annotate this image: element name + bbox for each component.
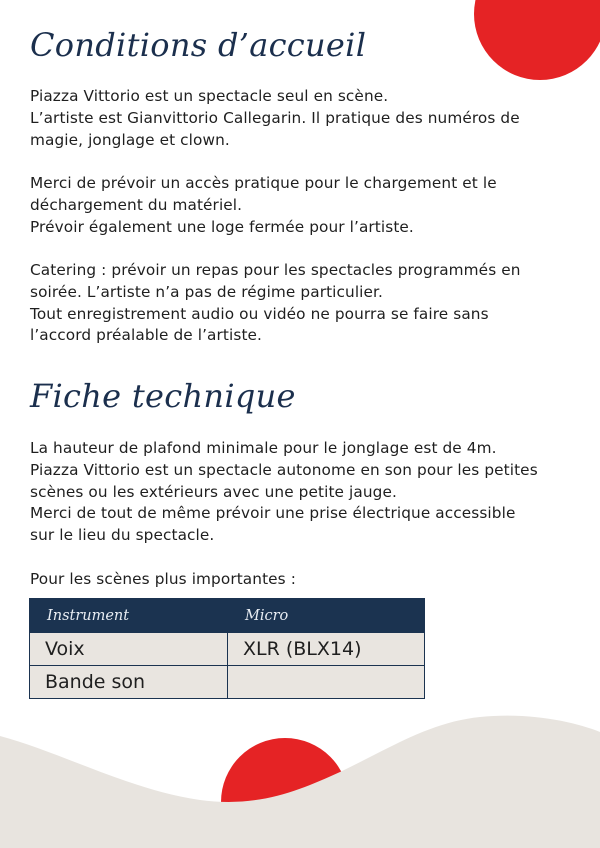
text-line: L’artiste est Gianvittorio Callegarin. Il pratique des numéros de [30,108,520,127]
paragraph-logistics [30,173,557,238]
text-line: Pour les scènes plus importantes : [30,570,296,588]
table-row [30,633,425,666]
header-instrument: Instrument [30,599,228,633]
section-title-technical: Fiche technique [30,377,296,415]
text-line: magie, jonglage et clown. [30,130,230,149]
text-line: Piazza Vittorio est un spectacle autonome en son pour les petites [30,460,538,479]
red-circle-top-right [474,0,600,80]
table-row [30,666,425,699]
table-cell: Bande son [30,666,228,699]
text-line: Merci de prévoir un accès pratique pour le chargement et le [30,174,497,192]
text-line: soirée. L’artiste n’a pas de régime particulier. [30,282,383,301]
text-line: Merci de tout de même prévoir une prise électrique accessible [30,504,516,523]
header-micro: Micro [228,599,425,633]
text-line: l’accord préalable de l’artiste. [30,326,263,345]
text-line: scènes ou les extérieurs avec une petite jauge. [30,482,397,501]
text-line: Tout enregistrement audio ou vidéo ne pourra se faire sans [30,304,489,323]
table-cell: Voix [30,633,228,666]
table-cell: XLR (BLX14) [228,633,425,666]
paragraph-intro [30,86,557,151]
paragraph-catering [30,260,557,347]
text-line: Catering : prévoir un repas pour les spectacles programmés en [30,261,521,279]
text-line: Prévoir également une loge fermée pour l’artiste. [30,217,414,236]
section-title-conditions: Conditions d’accueil [30,26,367,64]
table-cell [228,666,425,699]
paragraph-technical [30,438,557,547]
table-header-row [30,599,425,633]
paragraph-table-intro [30,569,557,591]
text-line: La hauteur de plafond minimale pour le jonglage est de 4m. [30,439,497,457]
sound-equipment-table [29,598,425,699]
text-line: sur le lieu du spectacle. [30,526,215,545]
text-line: déchargement du matériel. [30,195,243,214]
text-line: Piazza Vittorio est un spectacle seul en scène. [30,87,389,105]
